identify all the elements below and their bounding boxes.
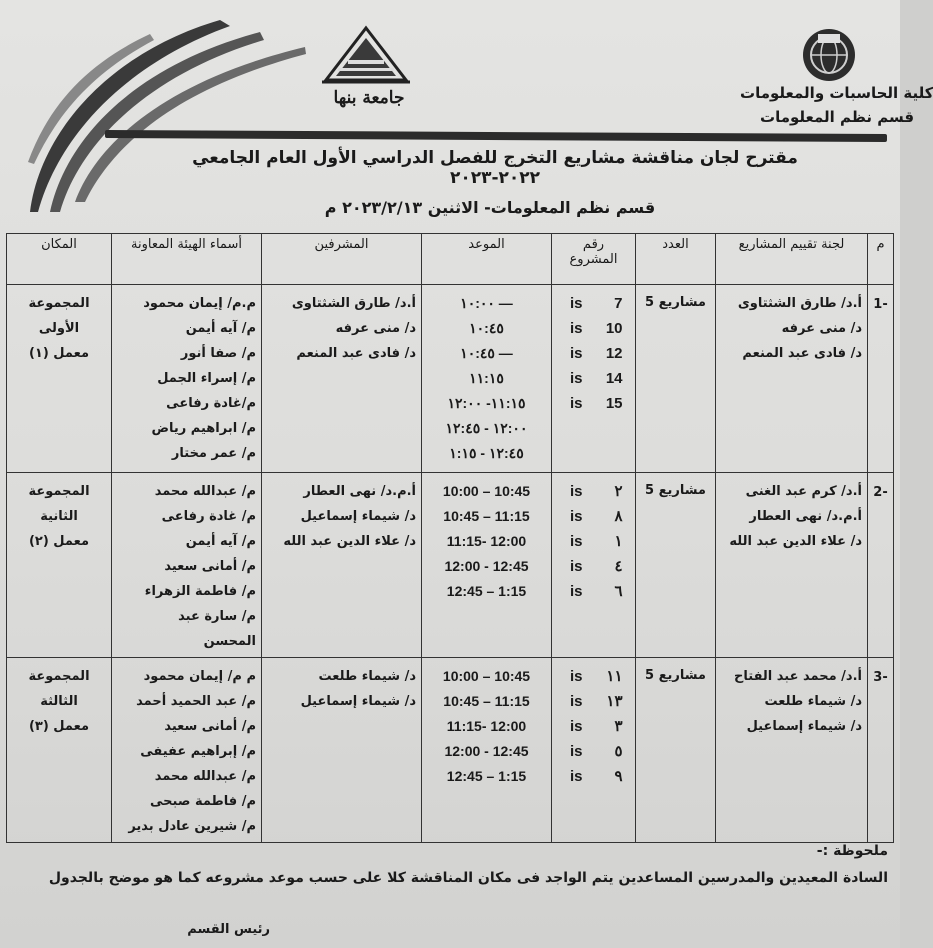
document-title: مقترح لجان مناقشة مشاريع التخرج للفصل الدراسي الأول العام الجامعي ٢٠٢٢-٢٠٢٣: [192, 148, 798, 188]
project-id: is 7: [570, 295, 623, 312]
assistant: م/ فاطمة صبحى: [150, 794, 256, 809]
project-id: is 15: [570, 395, 623, 412]
supervisor: د/ شيماء إسماعيل: [300, 509, 416, 524]
project-id: is 10: [570, 320, 623, 337]
time-slot: ١٠:٤٥ —: [460, 345, 513, 361]
place-line: معمل (٢): [28, 534, 90, 549]
assistant: م/ عبد الحميد أحمد: [136, 694, 256, 709]
time-slots-cell: [422, 658, 552, 843]
supervisor: أ.د/ طارق الشثتاوى: [291, 296, 416, 311]
assistant: م/ صفا أنور: [180, 346, 256, 361]
assistant: م/ أمانى سعيد: [164, 719, 256, 734]
table-row: [7, 473, 894, 658]
header-time: الموعد: [422, 234, 552, 285]
committee-member: د/ شيماء إسماعيل: [746, 719, 862, 734]
faculty-name: كلية الحاسبات والمعلومات: [740, 84, 933, 102]
time-slot: 10:45 – 11:15: [443, 693, 530, 709]
header-place: المكان: [7, 234, 112, 285]
committee-member: د/ منى عرفه: [781, 321, 862, 336]
time-slots-cell: [422, 285, 552, 473]
place-line: المجموعة: [28, 296, 90, 311]
decorative-swoosh-icon: [20, 12, 320, 222]
place-line: الثانية: [40, 509, 78, 524]
assistant: م/غادة رفاعى: [166, 396, 256, 411]
committee-cell: [716, 658, 868, 843]
place-cell: [7, 473, 112, 658]
committee-member: أ.د/ محمد عبد الفتاح: [734, 669, 862, 684]
schedule-table: [6, 233, 894, 843]
committee-member: د/ علاء الدين عبد الله: [729, 534, 862, 549]
header-supervisors: المشرفين: [262, 234, 422, 285]
assistant: المحسن: [203, 634, 256, 649]
project-id: is ٨: [570, 508, 623, 525]
supervisor: د/ شيماء طلعت: [318, 669, 416, 684]
row-number: -1: [868, 285, 894, 473]
assistant: م/ عبدالله محمد: [154, 769, 256, 784]
project-id: is ١٣: [570, 693, 623, 710]
header-assistants: أسماء الهيئة المعاونة: [112, 234, 262, 285]
supervisor: د/ منى عرفه: [335, 321, 416, 336]
supervisor: د/ علاء الدين عبد الله: [283, 534, 416, 549]
assistant: م/ ابراهيم رياض: [151, 421, 256, 436]
note-label: ملحوظة :-: [816, 843, 888, 859]
project-id: is 12: [570, 345, 623, 362]
project-numbers-cell: [552, 285, 636, 473]
assistant: م/ إبراهيم عفيفى: [140, 744, 256, 759]
committee-member: أ.د/ طارق الشثتاوى: [737, 296, 862, 311]
time-slot: ١٢:٤٥ - ١:١٥: [449, 445, 524, 461]
pyramid-logo-icon: [318, 24, 414, 86]
time-slot: 10:00 – 10:45: [442, 483, 531, 499]
time-slot: 12:00 - 12:45: [444, 743, 529, 759]
supervisors-cell: [262, 473, 422, 658]
place-cell: [7, 285, 112, 473]
project-id: is ١١: [570, 668, 623, 685]
time-slot: 12:45 – 1:15: [446, 768, 527, 784]
committee-member: د/ شيماء طلعت: [764, 694, 862, 709]
place-line: المجموعة: [28, 669, 90, 684]
time-slot: 11:15- 12:00: [446, 533, 527, 549]
project-count: مشاريع 5: [636, 658, 716, 843]
assistant: م/ عمر مختار: [171, 446, 256, 461]
place-cell: [7, 658, 112, 843]
time-slot: ١٠:٠٠ —: [460, 295, 513, 311]
project-id: is ٣: [570, 718, 623, 735]
assistants-cell: [112, 473, 262, 658]
table-row: [7, 285, 894, 473]
university-name: جامعة بنها: [333, 88, 405, 108]
assistant: م/ عبدالله محمد: [154, 484, 256, 499]
faculty-logo: [800, 26, 858, 88]
project-id: is ٢: [570, 483, 623, 500]
header-count: العدد: [636, 234, 716, 285]
time-slot: ١٠:٤٥: [469, 320, 504, 336]
project-id: is ٥: [570, 743, 623, 760]
assistant: م/ إسراء الجمل: [157, 371, 256, 386]
place-line: الأولى: [38, 321, 80, 336]
place-line: الثالثة: [40, 694, 78, 709]
committee-member: أ.د/ كرم عبد الغنى: [745, 484, 862, 499]
document-subtitle: قسم نظم المعلومات- الاثنين ٢٠٢٣/٢/١٣ م: [324, 198, 656, 217]
time-slot: 12:45 – 1:15: [446, 583, 527, 599]
assistant: م.م/ إيمان محمود: [143, 296, 256, 311]
project-id: is ٤: [570, 558, 623, 575]
project-id: is ٩: [570, 768, 623, 785]
university-logo: [318, 24, 414, 90]
assistant: م/ أمانى سعيد: [164, 559, 256, 574]
project-count: مشاريع 5: [636, 473, 716, 658]
supervisor: د/ فادى عبد المنعم: [296, 346, 416, 361]
assistant: م/ شيرين عادل بدير: [128, 819, 256, 834]
assistant: م/ آيه أيمن: [185, 321, 256, 336]
assistants-cell: [112, 658, 262, 843]
place-line: معمل (١): [28, 346, 90, 361]
assistant: م/ سارة عبد: [178, 609, 256, 624]
assistant: م/ آيه أيمن: [185, 534, 256, 549]
header-num: م: [868, 234, 894, 285]
project-id: is 14: [570, 370, 623, 387]
assistant: م/ غادة رفاعى: [161, 509, 256, 524]
supervisors-cell: [262, 285, 422, 473]
supervisor: د/ شيماء إسماعيل: [300, 694, 416, 709]
header-project-num: رقم المشروع: [552, 234, 636, 285]
committee-cell: [716, 473, 868, 658]
committee-member: أ.م.د/ نهى العطار: [749, 509, 862, 524]
table-header-row: [7, 234, 894, 285]
table-row: [7, 658, 894, 843]
supervisors-cell: [262, 658, 422, 843]
committee-member: د/ فادى عبد المنعم: [742, 346, 862, 361]
time-slot: ١١:١٥- ١٢:٠٠: [447, 395, 526, 411]
project-count: مشاريع 5: [636, 285, 716, 473]
committee-cell: [716, 285, 868, 473]
time-slot: 12:00 - 12:45: [444, 558, 529, 574]
assistant: م/ فاطمة الزهراء: [144, 584, 256, 599]
header-committee: لجنة تقييم المشاريع: [716, 234, 868, 285]
time-slot: ١٢:٠٠ - ١٢:٤٥: [445, 420, 528, 436]
project-numbers-cell: [552, 473, 636, 658]
row-number: -2: [868, 473, 894, 658]
note-text: السادة المعيدين والمدرسين المساعدين يتم الواجد فى مكان المناقشة كلا على حسب موعد مشروعه كما هو موضح بالجدول: [48, 870, 888, 886]
globe-logo-icon: [800, 26, 858, 84]
assistants-cell: [112, 285, 262, 473]
project-id: is ١: [570, 533, 623, 550]
row-number: -3: [868, 658, 894, 843]
signer-title: رئيس القسم: [187, 922, 270, 937]
time-slot: 10:45 – 11:15: [443, 508, 530, 524]
project-id: is ٦: [570, 583, 623, 600]
department-name: قسم نظم المعلومات: [760, 108, 915, 126]
time-slot: 11:15- 12:00: [446, 718, 527, 734]
assistant: م م/ إيمان محمود: [143, 669, 256, 684]
time-slot: ١١:١٥: [469, 370, 504, 386]
time-slots-cell: [422, 473, 552, 658]
place-line: المجموعة: [28, 484, 90, 499]
supervisor: أ.م.د/ نهى العطار: [303, 484, 416, 499]
place-line: معمل (٣): [28, 719, 90, 734]
project-numbers-cell: [552, 658, 636, 843]
time-slot: 10:00 – 10:45: [442, 668, 531, 684]
